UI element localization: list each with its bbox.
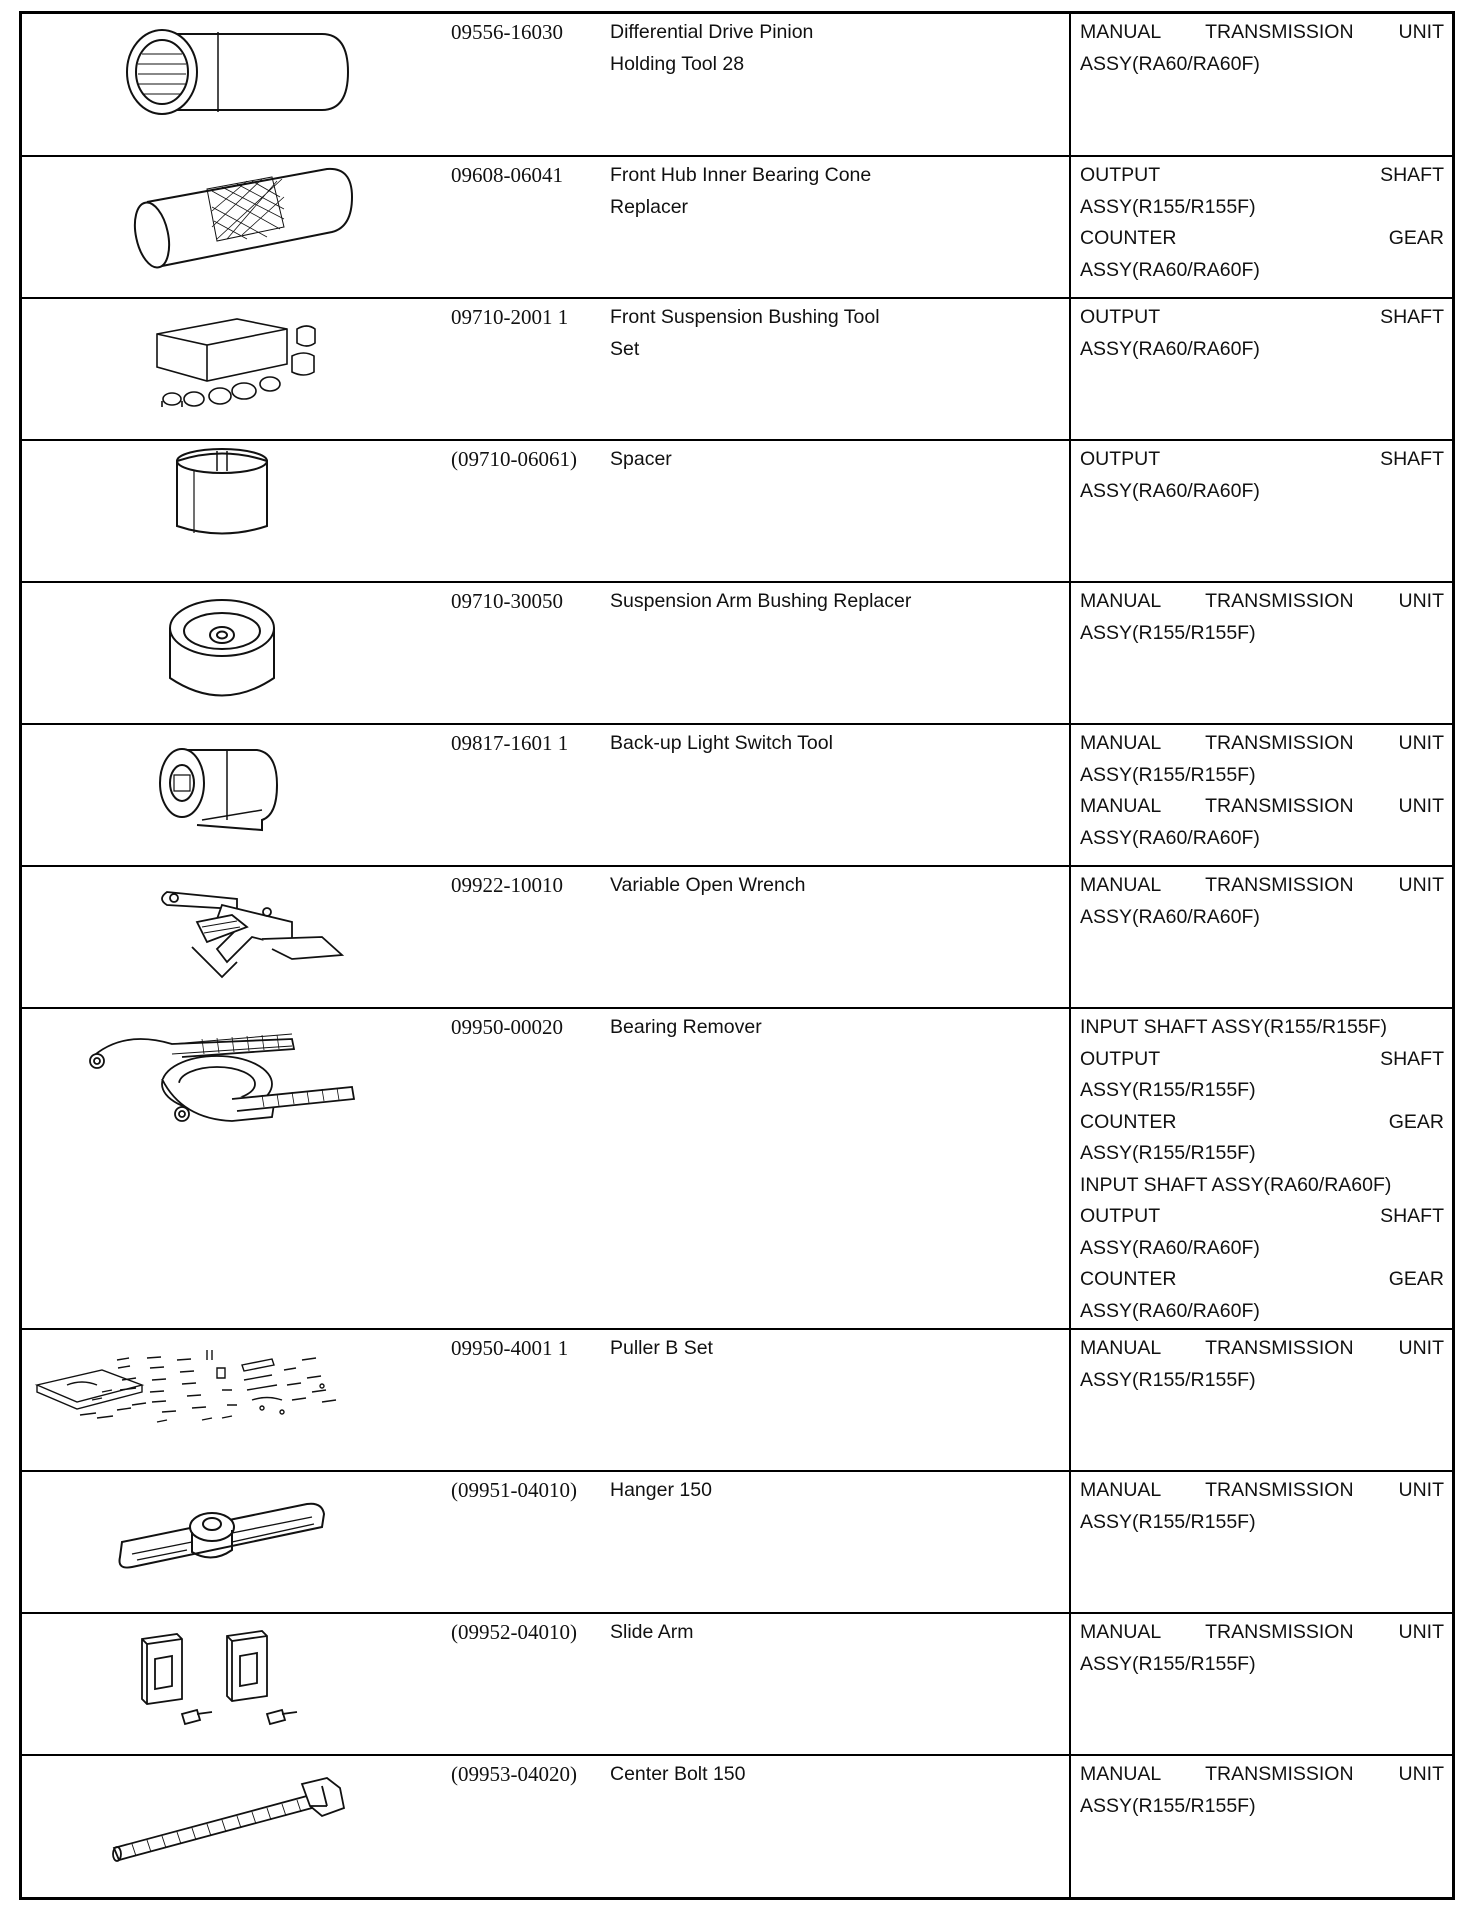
table-row (22, 1471, 1452, 1613)
bearing-remover-icon (22, 1008, 437, 1329)
usage-line: ASSY(R155/R155F) (1080, 195, 1256, 218)
tool-name-line: Set (610, 337, 640, 360)
hanger-icon (22, 1471, 437, 1613)
usage-line: ASSY(RA60/RA60F) (1080, 258, 1260, 281)
table-row (22, 1008, 1452, 1329)
tool-name-line: Hanger 150 (610, 1479, 712, 1501)
part-number: (09953-04020) (451, 1762, 577, 1786)
usage-line: MANUAL TRANSMISSION UNIT (1080, 874, 1444, 896)
table-row (22, 1613, 1452, 1755)
switch-socket-icon (22, 724, 437, 866)
part-number: 09710-2001 1 (451, 305, 569, 329)
usage-line: OUTPUT SHAFT (1080, 1047, 1444, 1070)
tool-name-line: Back-up Light Switch Tool (610, 732, 833, 754)
part-number: 09950-4001 1 (451, 1336, 569, 1360)
part-number: (09710-06061) (451, 447, 577, 471)
usage-line: COUNTER GEAR (1080, 227, 1444, 249)
puller-set-icon (22, 1329, 437, 1471)
table-row (22, 156, 1452, 298)
part-number: (09951-04010) (451, 1478, 577, 1502)
usage-line: ASSY(RA60/RA60F) (1080, 826, 1260, 849)
usage-line: OUTPUT SHAFT (1080, 164, 1444, 186)
part-number: 09950-00020 (451, 1015, 563, 1039)
variable-wrench-icon (22, 866, 437, 1008)
usage-line: ASSY(RA60/RA60F) (1080, 1299, 1260, 1322)
tool-name-line: Replacer (610, 195, 689, 218)
tool-name-line: Slide Arm (610, 1621, 694, 1643)
tool-name-line: Front Hub Inner Bearing Cone (610, 164, 872, 186)
usage-line: MANUAL TRANSMISSION UNIT (1080, 1479, 1444, 1501)
usage-line: ASSY(R155/R155F) (1080, 1510, 1256, 1533)
tool-name-line: Spacer (610, 448, 672, 470)
part-number: 09922-10010 (451, 873, 563, 897)
tool-name-line: Holding Tool 28 (610, 52, 745, 75)
part-number: (09952-04010) (451, 1620, 577, 1644)
table-row (22, 298, 1452, 440)
part-number: 09817-1601 1 (451, 731, 569, 755)
usage-line: MANUAL TRANSMISSION UNIT (1080, 1621, 1444, 1643)
usage-line: MANUAL TRANSMISSION UNIT (1080, 1337, 1444, 1359)
part-number: 09710-30050 (451, 589, 563, 613)
usage-line: ASSY(RA60/RA60F) (1080, 1236, 1260, 1259)
usage-line: ASSY(R155/R155F) (1080, 1079, 1256, 1101)
usage-line: MANUAL TRANSMISSION UNIT (1080, 1763, 1444, 1785)
tool-name-line: Variable Open Wrench (610, 874, 806, 896)
tool-name-line: Bearing Remover (610, 1016, 762, 1038)
usage-line: ASSY(RA60/RA60F) (1080, 337, 1260, 360)
usage-line: MANUAL TRANSMISSION UNIT (1080, 795, 1444, 817)
table-row (22, 440, 1452, 582)
bushing-tool-set-icon (22, 298, 437, 440)
usage-line: MANUAL TRANSMISSION UNIT (1080, 21, 1444, 43)
usage-line: COUNTER GEAR (1080, 1268, 1444, 1290)
knurled-replacer-icon (22, 156, 437, 298)
socket-tool-icon (22, 14, 437, 156)
usage-line: ASSY(RA60/RA60F) (1080, 479, 1260, 502)
tool-name-line: Center Bolt 150 (610, 1763, 746, 1785)
table-row (22, 1755, 1452, 1897)
usage-line: MANUAL TRANSMISSION UNIT (1080, 732, 1444, 754)
slide-arm-icon (22, 1613, 437, 1755)
tool-name-line: Differential Drive Pinion (610, 21, 814, 43)
usage-line: MANUAL TRANSMISSION UNIT (1080, 590, 1444, 612)
usage-line: ASSY(R155/R155F) (1080, 1652, 1256, 1675)
usage-line: COUNTER GEAR (1080, 1110, 1444, 1133)
tool-name-line: Suspension Arm Bushing Replacer (610, 590, 912, 612)
usage-line: ASSY(R155/R155F) (1080, 1368, 1256, 1391)
tool-name-line: Front Suspension Bushing Tool (610, 306, 880, 328)
part-number: 09556-16030 (451, 20, 563, 44)
table-row (22, 1329, 1452, 1471)
usage-line: ASSY(R155/R155F) (1080, 1794, 1256, 1817)
usage-line: ASSY(R155/R155F) (1080, 763, 1256, 786)
usage-line: INPUT SHAFT ASSY(RA60/RA60F) (1080, 1173, 1392, 1196)
usage-line: INPUT SHAFT ASSY(R155/R155F) (1080, 1016, 1388, 1038)
usage-line: ASSY(R155/R155F) (1080, 621, 1256, 644)
table-row (22, 582, 1452, 724)
bushing-replacer-cup-icon (22, 582, 437, 724)
usage-line: OUTPUT SHAFT (1080, 448, 1444, 470)
usage-line: OUTPUT SHAFT (1080, 306, 1444, 328)
spacer-icon (22, 440, 437, 582)
table-row (22, 866, 1452, 1008)
table-row (22, 724, 1452, 866)
part-number: 09608-06041 (451, 163, 563, 187)
center-bolt-icon (22, 1755, 437, 1897)
table-row (22, 14, 1452, 156)
usage-line: ASSY(R155/R155F) (1080, 1142, 1256, 1164)
usage-line: ASSY(RA60/RA60F) (1080, 905, 1260, 928)
tool-name-line: Puller B Set (610, 1337, 713, 1359)
usage-line: ASSY(RA60/RA60F) (1080, 52, 1260, 75)
special-service-tools-table (19, 11, 1455, 1900)
usage-line: OUTPUT SHAFT (1080, 1205, 1444, 1227)
